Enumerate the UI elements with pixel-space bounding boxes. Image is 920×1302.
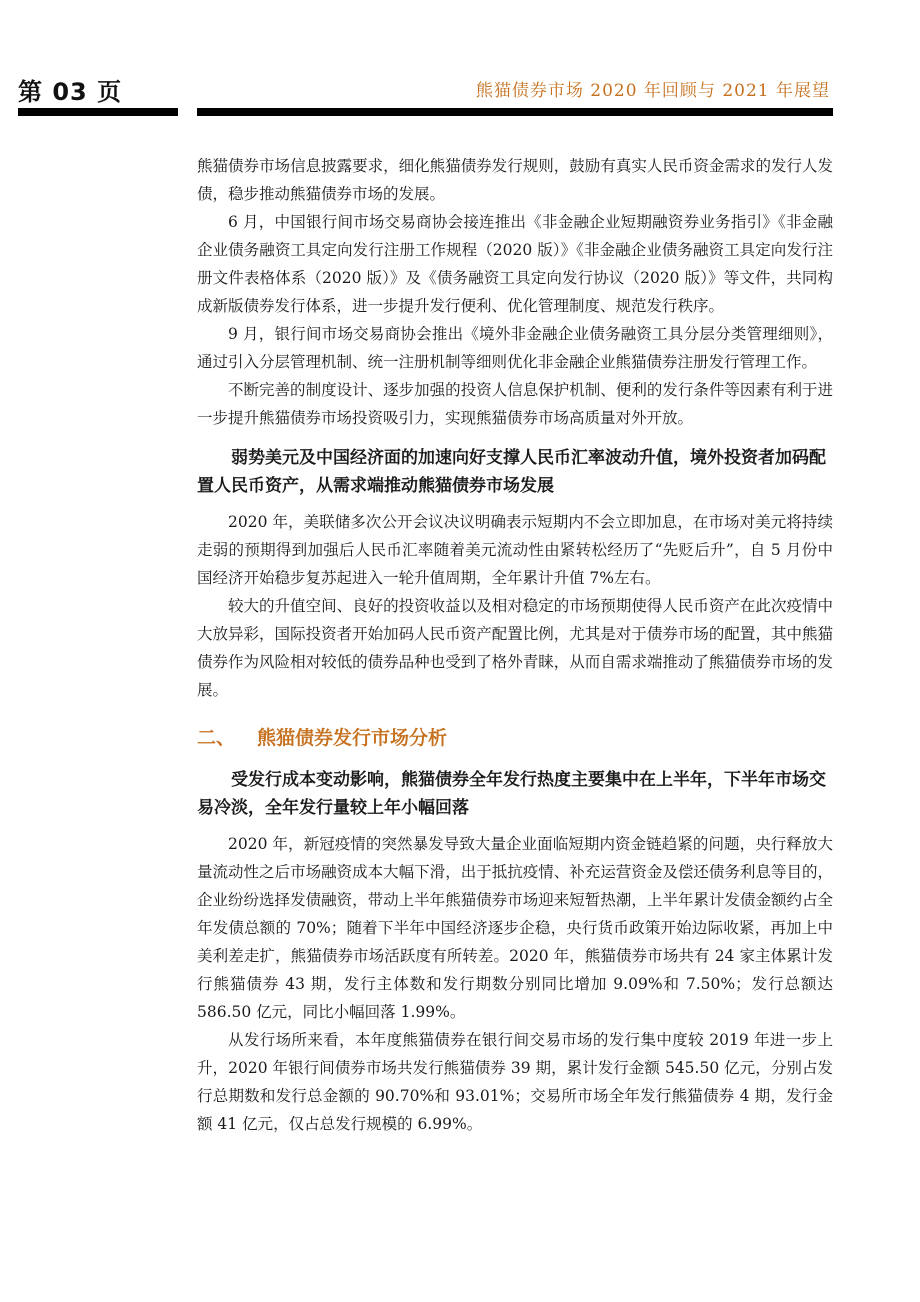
paragraph-rmb-assets: 较大的升值空间、良好的投资收益以及相对稳定的市场预期使得人民币资产在此次疫情中大放异彩，国际投资者开始加码人民币资产配置比例，尤其是对于债券市场的配置，其中熊猫债券作为风险相对较低的债券品种也受到了格外青睐，从而自需求端推动了熊猫债券市场的发展。: [197, 597, 833, 699]
paragraph-fed-policy: 2020 年，美联储多次公开会议决议明确表示短期内不会立即加息，在市场对美元将持续走弱的预期得到加强后人民币汇率随着美元流动性由紧转松经历了“先贬后升”，自 5 月份中国经济开始稳步复苏起进入一轮升值周期，全年累计升值 7%左右。: [197, 513, 833, 587]
report-title: 熊猫债券市场 2020 年回顾与 2021 年展望: [475, 81, 830, 101]
subheading-weak-dollar: 弱势美元及中国经济面的加速向好支撑人民币汇率波动升值，境外投资者加码配置人民币资产，从需求端推动熊猫债券市场发展: [197, 448, 826, 496]
document-body: [197, 152, 833, 1138]
subheading-issuance-cost: 受发行成本变动影响，熊猫债券全年发行热度主要集中在上半年，下半年市场交易冷淡，全年发行量较上年小幅回落: [197, 770, 826, 818]
paragraph-june-policies: 6 月，中国银行间市场交易商协会接连推出《非金融企业短期融资券业务指引》《非金融企业债务融资工具定向发行注册工作规程（2020 版）》《非金融企业债务融资工具定向发行注册文件表格体系（2020 版）》及《债务融资工具定向发行协议（2020 版）》等文件，共同构成新版债券发行体系，进一步提升发行便利、优化管理制度、规范发行秩序。: [197, 213, 833, 315]
paragraph-september-rules: 9 月，银行间市场交易商协会推出《境外非金融企业债务融资工具分层分类管理细则》，通过引入分层管理机制、统一注册机制等细则优化非金融企业熊猫债券注册发行管理工作。: [197, 325, 833, 371]
paragraph-issuance-venue: 从发行场所来看，本年度熊猫债券在银行间交易市场的发行集中度较 2019 年进一步上升，2020 年银行间债券市场共发行熊猫债券 39 期，累计发行金额 545.50 亿元，分别占发行总期数和发行总金额的 90.70%和 93.01%；交易所市场全年发行熊猫债券 4 期，发行金额 41 亿元，仅占总发行规模的 6.99%。: [197, 1031, 833, 1133]
header-rule-right: [197, 108, 833, 116]
section-title: 熊猫债券发行市场分析: [257, 727, 448, 749]
page-number: 第 03 页: [18, 78, 123, 106]
paragraph-2020-issuance: 2020 年，新冠疫情的突然暴发导致大量企业面临短期内资金链趋紧的问题，央行释放大量流动性之后市场融资成本大幅下滑，出于抵抗疫情、补充运营资金及偿还债务利息等目的，企业纷纷选择发债融资，带动上半年熊猫债券市场迎来短暂热潮，上半年累计发债金额约占全年发债总额的 70%；随着下半年中国经济逐步企稳，央行货币政策开始边际收紧，再加上中美利差走扩，熊猫债券市场活跃度有所转差。2020 年，熊猫债券市场共有 24 家主体累计发行熊猫债券 43 期，发行主体数和发行期数分别同比增加 9.09%和 7.50%；发行总额达 586.50 亿元，同比小幅回落 1.99%。: [197, 835, 833, 1021]
paragraph-continued: 熊猫债券市场信息披露要求，细化熊猫债券发行规则，鼓励有真实人民币资金需求的发行人发债，稳步推动熊猫债券市场的发展。: [197, 157, 833, 203]
header-rule-left: [18, 108, 178, 116]
paragraph-system-improvement: 不断完善的制度设计、逐步加强的投资人信息保护机制、便利的发行条件等因素有利于进一步提升熊猫债券市场投资吸引力，实现熊猫债券市场高质量对外开放。: [197, 381, 833, 427]
section-number: 二、: [197, 727, 236, 749]
page-header: [0, 0, 920, 120]
section-heading-issuance-analysis: [197, 722, 833, 754]
